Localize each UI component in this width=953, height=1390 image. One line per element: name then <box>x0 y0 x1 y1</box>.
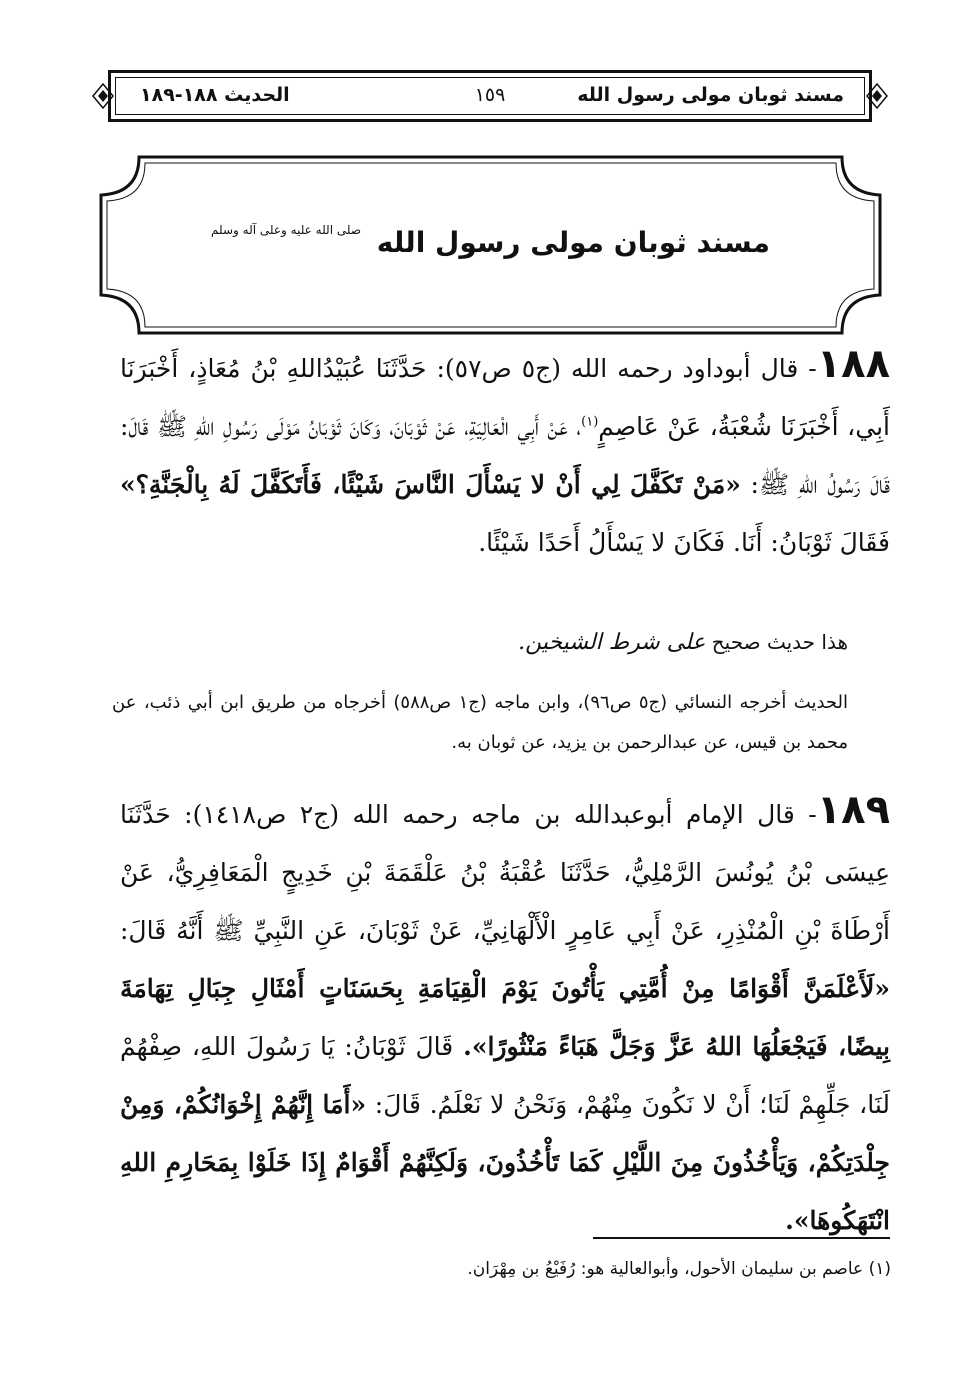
hadith-188 <box>120 340 890 572</box>
hadith-grade <box>518 626 848 659</box>
footnote-divider <box>593 1237 890 1239</box>
section-title <box>99 223 882 263</box>
grade-prefix: هذا حديث صحيح <box>711 630 848 654</box>
hadith-intro: - قال الإمام أبوعبدالله بن ماجه رحمه الله (ج٢ ص١٤١٨): حَدَّثَنَا عِيسَى بْنُ يُونُسَ الرَّمْلِيُّ، حَدَّثَنَا عُقْبَةُ بْنُ عَلْقَمَةَ بْنِ خَدِيجٍ الْمَعَافِرِيُّ، عَنْ أَرْطَاةَ بْنِ الْمُنْذِرِ، عَنْ أَبِي عَامِرٍ الْأَلْهَانِيِّ، عَنْ ثَوْبَانَ، عَنِ النَّبِيِّ ﷺ أَنَّهُ قَالَ: <box>120 800 890 945</box>
footnote <box>467 1255 891 1283</box>
hadith-189 <box>120 786 890 1250</box>
section-title-text: مسند ثوبان مولى رسول الله <box>376 226 770 259</box>
ornament-icon <box>92 83 114 109</box>
running-header <box>92 70 888 122</box>
hadith-range: الحديث ١٨٨-١٨٩ <box>140 84 290 106</box>
section-title-box <box>99 155 882 335</box>
footnote-marker: (١) <box>581 414 599 430</box>
grade-suffix: على شرط الشيخين. <box>518 630 706 655</box>
hadith-middle: قَالَ ثَوْبَانُ: يَا رَسُولَ اللهِ، صِفْهُمْ لَنَا، جَلِّهِمْ لَنَا؛ أَنْ لا نَكُونَ مِنْهُمْ، وَنَحْنُ لا نَعْلَمُ. قَالَ: <box>120 1032 890 1119</box>
page-number: ١٥٩ <box>474 84 506 106</box>
takhrij-note: الحديث أخرجه النسائي (ج٥ ص٩٦)، وابن ماجه (ج١ ص٥٨٨) أخرجاه من طريق ابن أبي ذئب، عن محمد بن قيس، عن عبدالرحمن بن يزيد، عن ثوبان به. <box>112 692 849 753</box>
hadith-ending: فَقَالَ ثَوْبَانُ: أَنَا. فَكَانَ لا يَسْأَلُ أَحَدًا شَيْئًا. <box>478 528 890 557</box>
hadith-quote: «مَنْ تَكَفَّلَ لِي أَنْ لا يَسْأَلَ النَّاسَ شَيْئًا، فَأَتَكَفَّلَ لَهُ بِالْجَنَّةِ؟» <box>120 470 741 499</box>
hadith-number: ١٨٨ <box>816 341 890 387</box>
hadith-number: ١٨٩ <box>816 787 890 833</box>
honorific-glyph: صلى الله عليه وعلى آله وسلم <box>211 223 362 237</box>
hadith-quote: «أَمَا إِنَّهُمْ إِخْوَانُكُمْ، وَمِنْ جِلْدَتِكُمْ، وَيَأْخُذُونَ مِنَ اللَّيْلِ كَمَا تَأْخُذُونَ، وَلَكِنَّهُمْ أَقْوَامٌ إِذَا خَلَوْا بِمَحَارِمِ اللهِ انْتَهَكُوهَا». <box>120 1090 890 1235</box>
hadith-quote: «لَأَعْلَمَنَّ أَقْوَامًا مِنْ أُمَّتِي يَأْتُونَ يَوْمَ الْقِيَامَةِ بِحَسَنَاتٍ أَمْثَالِ جِبَالِ تِهَامَةَ بِيضًا، فَيَجْعَلُهَا اللهُ عَزَّ وَجَلَّ هَبَاءً مَنْثُورًا». <box>120 974 890 1061</box>
header-title: مسند ثوبان مولى رسول الله <box>577 84 844 106</box>
footnote-text: عاصم بن سليمان الأحول، وأبوالعالية هو: رُفَيْعُ بن مِهْرَان. <box>467 1259 864 1279</box>
hadith-intro: - قال أبوداود رحمه الله (ج٥ ص٥٧): حَدَّثَنَا عُبَيْدُاللهِ بْنُ مُعَاذٍ، أَخْبَرَنَا أَبِي، أَخْبَرَنَا شُعْبَةُ، عَنْ عَاصِمٍ <box>120 354 890 441</box>
footnote-marker: (١) <box>868 1259 891 1279</box>
hadith-chain: ، عَنْ أَبِي الْعَالِيَةِ، عَنْ ثَوْبَانَ، وَكَانَ ثَوْبَانُ مَوْلَى رَسُولِ اللهِ ﷺ قَالَ: قَالَ رَسُولُ اللهِ ﷺ: <box>120 412 891 499</box>
